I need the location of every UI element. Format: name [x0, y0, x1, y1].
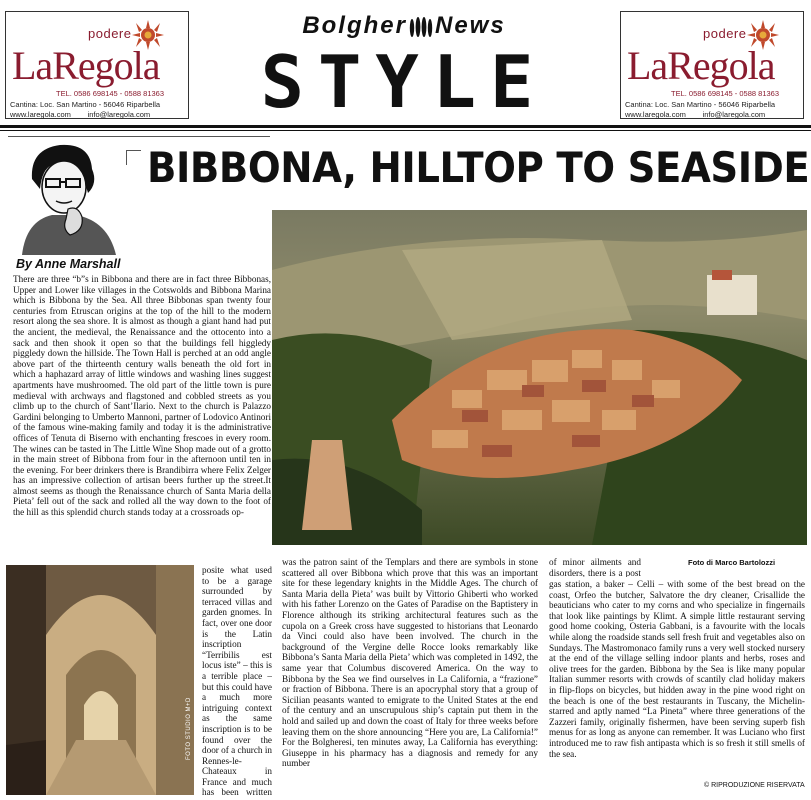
- ad-brand-name: LaRegola: [12, 43, 160, 88]
- ad-address: Cantina: Loc. San Martino - 56046 Riparbella: [625, 100, 776, 109]
- masthead-brand-right: News: [434, 12, 506, 39]
- article-body-column-3-start: of minor ailments and disorders, there is a post: [549, 557, 641, 577]
- ad-podere-label: podere: [88, 26, 132, 41]
- cypress-trees-icon: [407, 16, 435, 38]
- ad-website-link[interactable]: www.laregola.com: [10, 110, 71, 119]
- ad-laregola-right[interactable]: [620, 11, 804, 119]
- article-byline: By Anne Marshall: [16, 257, 121, 271]
- ad-brand-name: LaRegola: [627, 43, 775, 88]
- article-headline: BIBBONA, HILLTOP TO SEASIDE: [147, 143, 810, 192]
- article-body-column-2: was the patron saint of the Templars and there are symbols in stone scattered all over Bibbona which prove that this was an important site for these legendary knights in the Middle Ages. The church of Santa Maria della Pieta’ was built by Vittorio Ghiberti who worked with his father Lorenzo on the Gates of Paradise on the Baptistery in Florence although its striking architectural features such as the cupola on a Greek cross have suggested to historians that Leonardo da Vinci could also have been involved. The church in the background of the Vergine delle Rocce looks remarkably like Bibbona’s Santa Maria della Pieta’ which was completed in 1492, the same year that Columbus discovered America. On the way to Bibbona by the Sea we find ourselves in La California, a “frazione” or fraction of Bibbona. There is an apocryphal story that a group of Sicilian peasants wanted to emigrate to the United States at the end of the century and an unscrupulous ship’s captain put them in the hold and sailed up and down the coast of Italy for three weeks before leaving them on the shore announcing “Here you are, La California!” For the Bolgheresi, ten minutes away, La California has everything: Giuseppe in his pharmacy has a diagnosis and remedy for any number: [282, 557, 538, 769]
- masthead-brand: [218, 12, 590, 40]
- headline-bracket: [126, 150, 141, 165]
- ad-telephone: TEL. 0586 698145 - 0588 81363: [56, 89, 165, 98]
- ad-contacts: [625, 110, 765, 119]
- alley-photo-credit: FOTO STUDIO M+D: [186, 697, 192, 760]
- article-body-column-1b: posite what used to be a garage surrounded by terraced villas and garden gnomes. In fact, over one door is the Latin inscription “Terribilis est locus iste” – this is a terrible place – but this could have a much more intriguing context as the same inscription is to be found over the door of a church in Rennes-le-Chateaux in France and much has been written: [202, 565, 272, 797]
- author-portrait: [12, 139, 124, 255]
- ad-podere-label: podere: [703, 26, 747, 41]
- masthead-rule-thin: [0, 130, 811, 131]
- photo-credit: Foto di Marco Bartolozzi: [688, 558, 776, 567]
- masthead-brand-left: Bolgher: [302, 12, 407, 39]
- masthead-style-title: STYLE: [260, 40, 548, 124]
- masthead-rule-thick: [0, 125, 811, 128]
- ad-email-link[interactable]: info@laregola.com: [702, 110, 766, 119]
- article-body-column-3: gas station, a baker – Celli – with some of the best bread on the coast, Orfeo the butcher, Salvatore the dry cleaner, Crisallide the beauticians who cater to my corns and who specialize in fingernails that look like paintings by Klimt. A simple little restaurant serving good home cooking, Osteria Gabbani, is a favourite with the locals while along the roadside stands sell fresh fruit and vegetables also on Sundays. The Mastromonaco family runs a very well stocked nursery at the end of the village selling indoor plants and herbs, roses and olive trees for the garden. Bibbona by the Sea is like many popular Italian summer resorts with crowds of scantily clad holiday makers in flip-flops on bicycles, but hidden away in the pine wood right on the beach is one of the best restaurants in Tuscany, the Michelin-starred and aptly named “La Pineta” where three generations of the Zazzeri family, originally fishermen, have been serving superb fish menus for as long as anyone can remember. It was Luciano who first introduced me to raw fish antipasta which is so fresh it still smells of the sea.: [549, 579, 805, 759]
- ad-telephone: TEL. 0586 698145 - 0588 81363: [671, 89, 780, 98]
- alley-photo: [6, 565, 194, 795]
- ad-address: Cantina: Loc. San Martino - 56046 Riparbella: [10, 100, 161, 109]
- ad-email-link[interactable]: info@laregola.com: [87, 110, 151, 119]
- main-photo-bibbona-aerial: [272, 210, 807, 545]
- ad-laregola-left[interactable]: [5, 11, 189, 119]
- ad-website-link[interactable]: www.laregola.com: [625, 110, 686, 119]
- ad-contacts: [10, 110, 150, 119]
- article-frame: [8, 136, 270, 137]
- article-body-column-1: There are three “b”s in Bibbona and there are in fact three Bibbonas, Upper and Lower like villages in the Cotswolds and Bibbona Marina which is Bibbona by the Sea. All three Bibbonas span twenty four centuries from Etruscan origins at the top of the hill to the modern resort along the sea shore. It is almost as though a giant hand had put the ancient, the medieval, the Renaissance and the ottocento into a sack and then shook it open so that the buildings fell higgledy piggledy down the hillside. The Town Hall is perched at an odd angle above part of the thirteenth century walls beneath the old fort in which a haphazard array of little windows and washing lines suggest apartments have mushroomed. The old part of the little town is pure medieval with archways and flagstoned and cobbled streets as you climb up to the church of Sant’Ilario. Next to the church is Palazzo Gardini belonging to Umberto Mannoni, partner of Lodovico Antinori of the famous wine-making family and today it is the administrative offices of Tenuta di Biserno with enchanting frescoes in every room. The wines can be tasted in The Little Wine Shop made out of a grotto in the main street of Bibbona from four in the afternoon until ten in the evening. For beer drinkers there is Brandibirra where Felix Zelger has an impressive collection of artisan beers further up the street.It almost seems as though the Renaissance church of Santa Maria della Pieta’ fell out of the sack and rolled all the way down to the foot of the hill as this splendid church stands today at a crossroads op-: [13, 274, 271, 518]
- rights-notice: © RIPRODUZIONE RISERVATA: [704, 782, 805, 789]
